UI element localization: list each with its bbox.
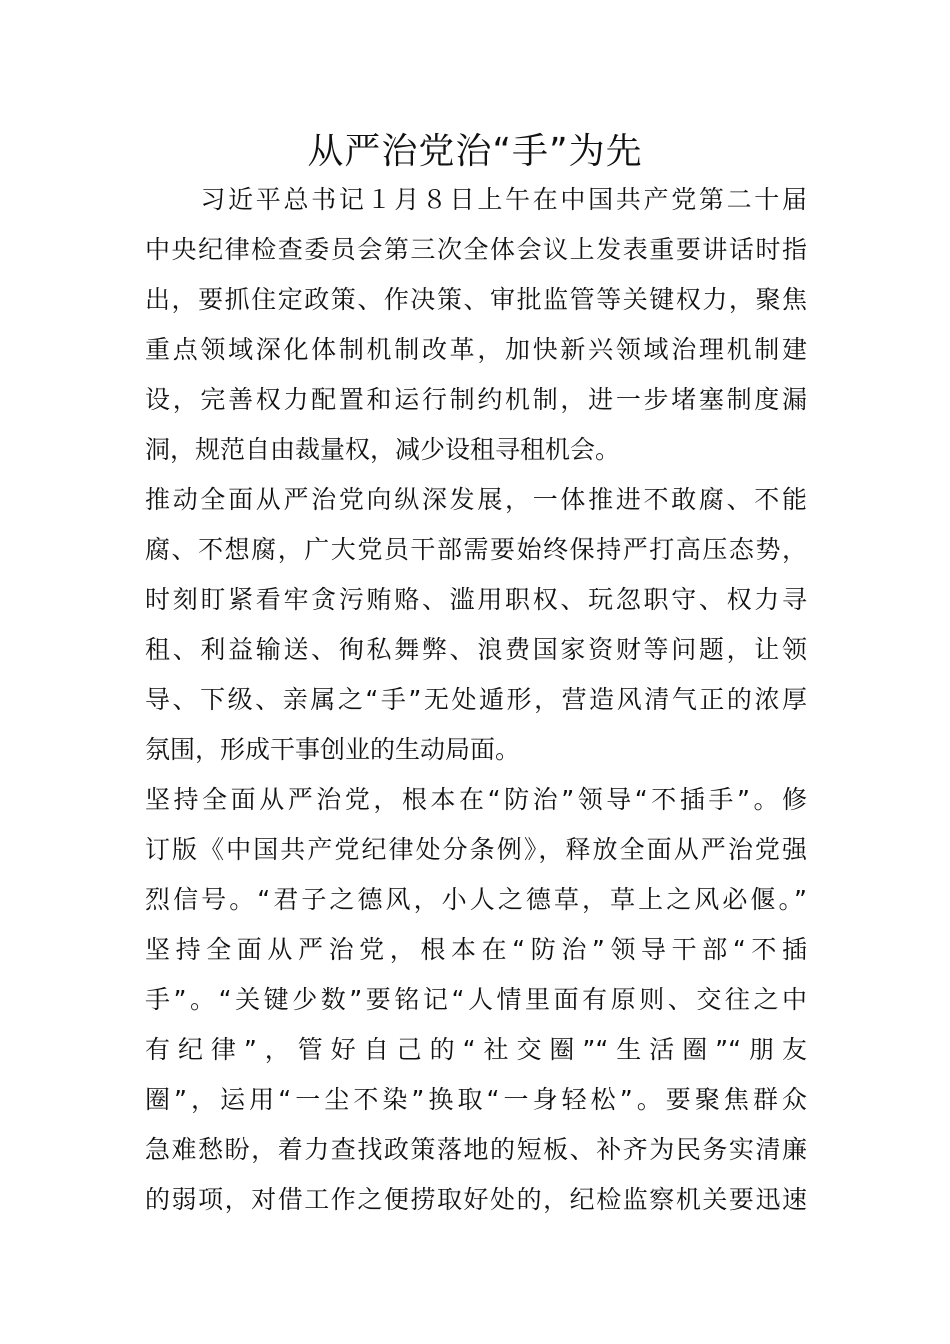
paragraph-1-line-3: 出，要抓住定政策、作决策、审批监管等关键权力，聚焦 [145,285,807,314]
paragraph-3-line-9: 的弱项，对借工作之便捞取好处的，纪检监察机关要迅速 [145,1185,807,1214]
paragraph-1-line-2: 中央纪律检查委员会第三次全体会议上发表重要讲话时指 [145,235,807,264]
paragraph-2-line-5: 导、下级、亲属之“手”无处遁形，营造风清气正的浓厚 [145,685,807,714]
document-title: 从严治党治“手”为先 [307,131,643,172]
paragraph-2-line-3: 时刻盯紧看牢贪污贿赂、滥用职权、玩忽职守、权力寻 [145,585,807,614]
paragraph-3-line-8: 急难愁盼，着力查找政策落地的短板、补齐为民务实清廉 [145,1135,807,1164]
paragraph-1-line-4: 重点领域深化体制机制改革，加快新兴领域治理机制建 [145,335,807,364]
paragraph-2-line-2: 腐、不想腐，广大党员干部需要始终保持严打高压态势， [145,535,807,564]
paragraph-1-line-1: 习近平总书记１月８日上午在中国共产党第二十届 [145,185,807,214]
paragraph-2-line-1: 推动全面从严治党向纵深发展，一体推进不敢腐、不能 [145,485,807,514]
paragraph-3-line-4: 坚持全面从严治党，根本在“防治”领导干部“不插 [145,935,807,964]
paragraph-1-line-5: 设，完善权力配置和运行制约机制，进一步堵塞制度漏 [145,385,807,414]
paragraph-3-line-1: 坚持全面从严治党，根本在“防治”领导“不插手”。修 [145,785,807,814]
paragraph-2-line-6: 氛围，形成干事创业的生动局面。 [145,735,521,764]
paragraph-1-line-6: 洞，规范自由裁量权，减少设租寻租机会。 [145,435,621,464]
paragraph-3-line-3: 烈信号。“君子之德风，小人之德草，草上之风必偃。” [145,885,807,914]
paragraph-3-line-6: 有纪律”，管好自己的“社交圈”“生活圈”“朋友 [145,1035,807,1064]
paragraph-2-line-4: 租、利益输送、徇私舞弊、浪费国家资财等问题，让领 [145,635,807,664]
paragraph-3-line-2: 订版《中国共产党纪律处分条例》，释放全面从严治党强 [145,835,807,864]
paragraph-3-line-5: 手”。“关键少数”要铭记“人情里面有原则、交往之中 [145,985,807,1014]
paragraph-3-line-7: 圈”，运用“一尘不染”换取“一身轻松”。要聚焦群众 [145,1085,807,1114]
